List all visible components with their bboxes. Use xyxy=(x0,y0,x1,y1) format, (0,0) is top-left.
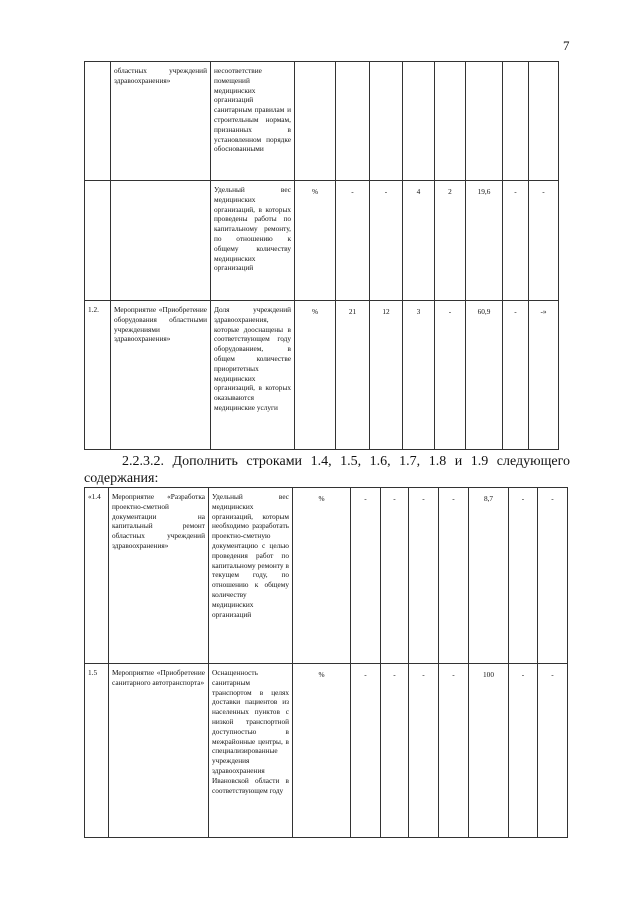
cell-value: - xyxy=(351,664,381,838)
cell-no xyxy=(85,181,111,301)
cell-value: - xyxy=(381,488,409,664)
cell-value: - xyxy=(439,664,469,838)
table-row xyxy=(85,181,559,301)
cell-value: - xyxy=(409,664,439,838)
cell-indicator: Доля учреждений здравоохранения, которые дооснащены в соответствующем году оборудованием, в общем количестве приоритетных медицинских организаций, в которых оказываются медицинские услуги xyxy=(211,301,295,450)
cell-value: - xyxy=(439,488,469,664)
table-bottom xyxy=(84,487,568,838)
cell-unit: % xyxy=(295,181,336,301)
cell-value: 100 xyxy=(469,664,509,838)
cell-value: - xyxy=(509,488,538,664)
cell-value: 3 xyxy=(403,301,435,450)
cell-value: - xyxy=(503,301,529,450)
cell-measure: Мероприятие «Разработка проектно-сметной документации на капитальный ремонт областных учреждений здравоохранения» xyxy=(109,488,209,664)
cell-value xyxy=(529,62,559,181)
cell-value: - xyxy=(529,181,559,301)
cell-value xyxy=(336,62,370,181)
cell-no xyxy=(85,62,111,181)
table-row xyxy=(85,664,568,838)
cell-value: - xyxy=(538,488,568,664)
cell-no: «1.4 xyxy=(85,488,109,664)
cell-value: 19,6 xyxy=(466,181,503,301)
cell-value xyxy=(503,62,529,181)
cell-indicator: Удельный вес медицинских организаций, в которых проведены работы по капитальному ремонту, по отношению к общему количеству медицинских организаций xyxy=(211,181,295,301)
cell-value: - xyxy=(351,488,381,664)
table-top xyxy=(84,61,559,450)
cell-measure: Мероприятие «Приобретение санитарного автотранспорта» xyxy=(109,664,209,838)
cell-measure: областных учреждений здравоохранения» xyxy=(111,62,211,181)
cell-indicator: Удельный вес медицинских организаций, которым необходимо разработать проектно-сметную документацию с целью проведения работ по капитальному ремонту в текущем году, по отношению к общему количеству медицинских организаций xyxy=(209,488,293,664)
cell-indicator: Оснащенность санитарным транспортом в целях доставки пациентов из населенных пунктов с низкой транспортной доступностью в межрайонные центры, в специализированные учреждения здравоохранения Ивановской области в соответствующем году xyxy=(209,664,293,838)
cell-value: -» xyxy=(529,301,559,450)
cell-no: 1.2. xyxy=(85,301,111,450)
cell-value: - xyxy=(509,664,538,838)
section-heading: 2.2.3.2. Дополнить строками 1.4, 1.5, 1.6, 1.7, 1.8 и 1.9 следующего содержания: xyxy=(84,454,570,486)
table-row xyxy=(85,488,568,664)
cell-value: 8,7 xyxy=(469,488,509,664)
cell-value: 21 xyxy=(336,301,370,450)
cell-value xyxy=(466,62,503,181)
cell-indicator: несоответствие помещений медицинских организаций санитарным правилам и строительным нормам, признанных в установленном порядке обоснованными xyxy=(211,62,295,181)
cell-measure xyxy=(111,181,211,301)
cell-value xyxy=(370,62,403,181)
cell-value: - xyxy=(336,181,370,301)
cell-unit xyxy=(295,62,336,181)
cell-value: 2 xyxy=(435,181,466,301)
cell-value: 12 xyxy=(370,301,403,450)
cell-value: 60,9 xyxy=(466,301,503,450)
cell-value: - xyxy=(435,301,466,450)
cell-value: - xyxy=(538,664,568,838)
cell-measure: Мероприятие «Приобретение оборудования областными учреждениями здравоохранения» xyxy=(111,301,211,450)
cell-unit: % xyxy=(293,664,351,838)
table-row xyxy=(85,301,559,450)
cell-unit: % xyxy=(293,488,351,664)
table-row xyxy=(85,62,559,181)
cell-no: 1.5 xyxy=(85,664,109,838)
cell-value: - xyxy=(370,181,403,301)
page-number: 7 xyxy=(563,38,570,53)
cell-value: 4 xyxy=(403,181,435,301)
cell-value: - xyxy=(381,664,409,838)
cell-value xyxy=(403,62,435,181)
cell-unit: % xyxy=(295,301,336,450)
cell-value: - xyxy=(503,181,529,301)
cell-value: - xyxy=(409,488,439,664)
cell-value xyxy=(435,62,466,181)
